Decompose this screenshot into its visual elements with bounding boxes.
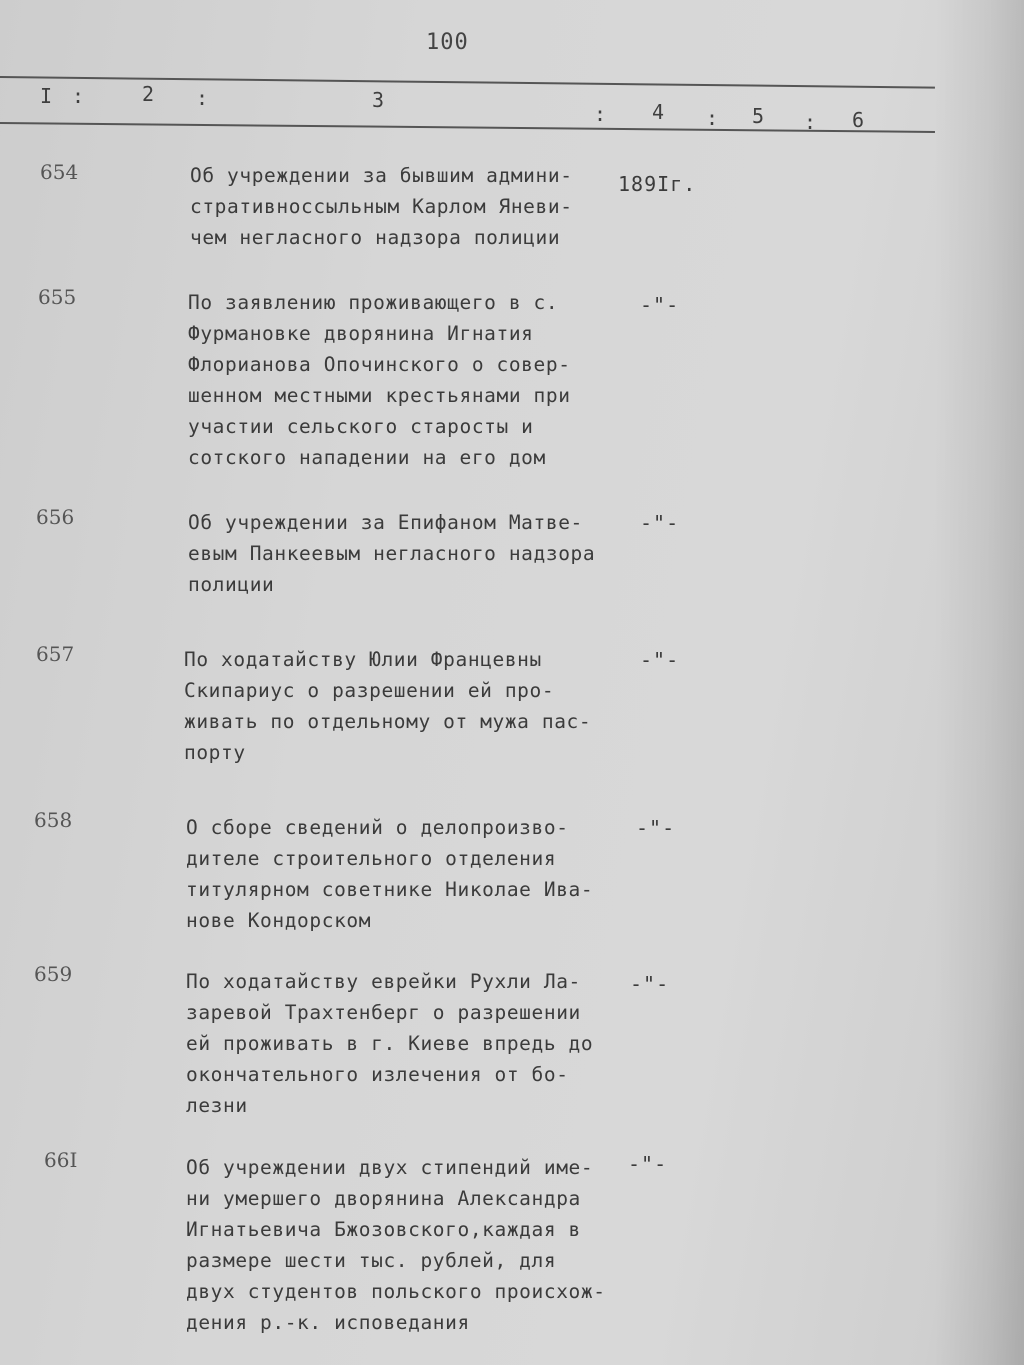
entry-line: заревой Трахтенберг о разрешении [186, 1001, 581, 1024]
entry-number: 658 [34, 808, 73, 832]
column-separator: : [804, 110, 817, 134]
page-edge-shadow [934, 0, 1024, 1365]
column-separator: : [594, 102, 607, 126]
entry-line: участии сельского старосты и [188, 415, 534, 438]
entry-number: 654 [40, 160, 79, 184]
entry-line: стративноссыльным Карлом Яневи- [190, 195, 573, 218]
entry-date: -"- [640, 293, 680, 317]
entry-line: Об учреждении за бывшим админи- [190, 164, 573, 187]
entry-line: титулярном советнике Николае Ива- [186, 878, 594, 901]
entry-number: 656 [36, 505, 75, 529]
entry-line: дения р.-к. исповедания [186, 1311, 470, 1334]
entry-date: -"- [636, 816, 676, 840]
column-separator: : [72, 84, 85, 108]
entry-line: Фурмановке дворянина Игнатия [188, 322, 534, 345]
entry-line: шенном местными крестьянами при [188, 384, 571, 407]
column-header-2: 2 [142, 82, 155, 106]
column-header-6: 6 [852, 108, 865, 132]
entry-description [188, 507, 628, 600]
column-separator: : [706, 106, 719, 130]
entry-line: По ходатайству Юлии Францевны [184, 648, 542, 671]
entry-line: евым Панкеевым негласного надзора [188, 542, 596, 565]
entry-description [186, 1152, 626, 1338]
entry-line: Об учреждении двух стипендий име- [186, 1156, 594, 1179]
entry-line: Скипариус о разрешении ей про- [184, 679, 555, 702]
entry-line: Флорианова Опочинского о совер- [188, 353, 571, 376]
entry-line: По ходатайству еврейки Рухли Ла- [186, 970, 581, 993]
entry-number: 66I [44, 1148, 78, 1172]
entry-line: размере шести тыс. рублей, для [186, 1249, 557, 1272]
header-rule-bottom [0, 122, 935, 133]
entry-line: полиции [188, 573, 275, 596]
entry-line: Игнатьевича Бжозовского,каждая в [186, 1218, 581, 1241]
entry-line: чем негласного надзора полиции [190, 226, 561, 249]
entry-description [184, 644, 624, 768]
column-header-4: 4 [652, 100, 665, 124]
entry-date: 189Iг. [618, 172, 697, 196]
entry-number: 657 [36, 642, 75, 666]
entry-line: порту [184, 741, 246, 764]
entry-line: ей проживать в г. Киеве впредь до [186, 1032, 594, 1055]
entry-line: сотского нападении на его дом [188, 446, 546, 469]
entry-line: дителе строительного отделения [186, 847, 557, 870]
entry-date: -"- [628, 1152, 668, 1176]
entry-line: двух студентов польского происхож- [186, 1280, 606, 1303]
entry-description [186, 966, 626, 1121]
entry-line: ни умершего дворянина Александра [186, 1187, 581, 1210]
entry-date: -"- [630, 972, 670, 996]
entry-number: 655 [38, 285, 77, 309]
entry-date: -"- [640, 511, 680, 535]
column-header-5: 5 [752, 104, 765, 128]
header-rule-top [0, 76, 935, 89]
entry-line: живать по отдельному от мужа пас- [184, 710, 592, 733]
entry-line: нове Кондорском [186, 909, 372, 932]
column-header-3: 3 [372, 88, 385, 112]
entry-line: О сборе сведений о делопроизво- [186, 816, 569, 839]
entry-line: По заявлению проживающего в с. [188, 291, 559, 314]
entry-line: Об учреждении за Епифаном Матве- [188, 511, 583, 534]
entry-description [188, 287, 628, 473]
entry-number: 659 [34, 962, 73, 986]
column-separator: : [196, 86, 209, 110]
page-number: 100 [426, 30, 469, 55]
entry-line: лезни [186, 1094, 248, 1117]
entry-description [190, 160, 630, 253]
entry-date: -"- [640, 648, 680, 672]
column-header-1: I [40, 84, 53, 108]
entry-line: окончательного излечения от бо- [186, 1063, 569, 1086]
entry-description [186, 812, 626, 936]
